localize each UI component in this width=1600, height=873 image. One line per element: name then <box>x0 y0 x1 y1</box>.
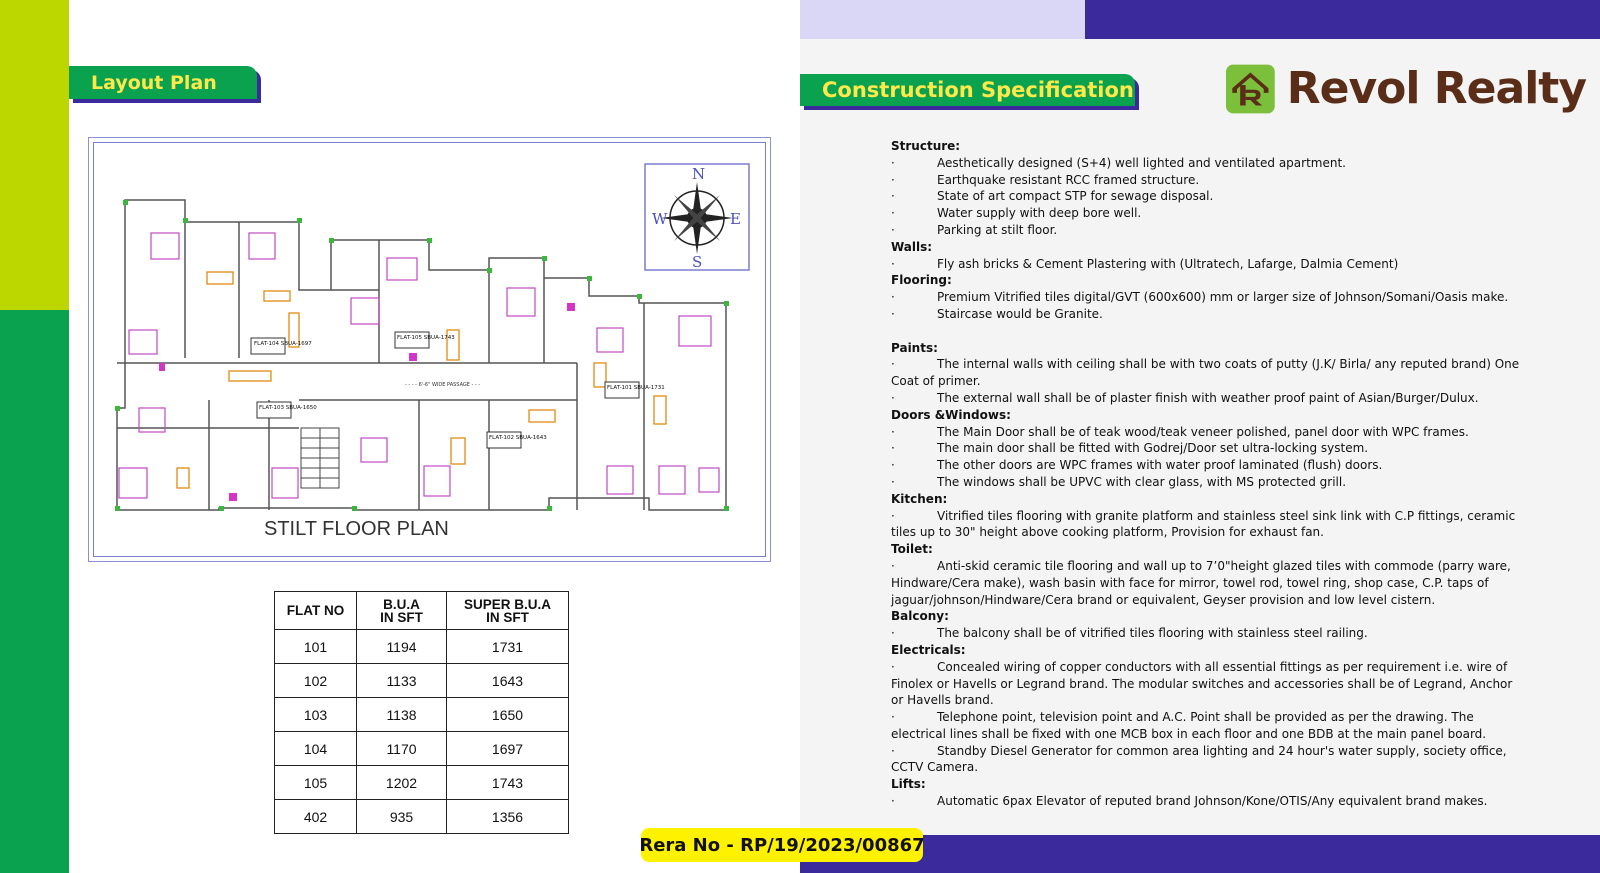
flat-label: FLAT-105 SBUA-1743 <box>397 335 455 341</box>
spec-item <box>891 222 1521 239</box>
spec-item-text: Premium Vitrified tiles digital/GVT (600x600) mm or larger size of Johnson/Somani/Oasis make. <box>937 290 1509 305</box>
table-cell: 1356 <box>447 800 569 834</box>
table-cell: 102 <box>275 664 357 698</box>
table-row <box>275 766 569 800</box>
compass-south: S <box>692 253 703 271</box>
table-cell: 104 <box>275 732 357 766</box>
col-header-super-bua: SUPER B.U.A IN SFT <box>447 592 569 630</box>
table-row <box>275 630 569 664</box>
brand-name: Revol Realty <box>1286 63 1586 114</box>
spec-item <box>891 793 1521 810</box>
plan-caption: STILT FLOOR PLAN <box>264 518 449 540</box>
bullet-icon: · <box>891 659 895 674</box>
spec-item-text: Earthquake resistant RCC framed structure. <box>937 172 1200 187</box>
bullet-icon: · <box>891 290 895 305</box>
building-walls <box>117 200 726 510</box>
brand-logo <box>1226 57 1586 120</box>
table-cell: 1170 <box>357 732 447 766</box>
spec-item-text: Parking at stilt floor. <box>937 222 1058 237</box>
spec-section-heading: Doors &Windows: <box>891 407 1011 422</box>
layout-plan-heading: Layout Plan <box>69 66 257 99</box>
table-cell: 1743 <box>447 766 569 800</box>
bullet-icon: · <box>891 626 895 641</box>
bullet-icon: · <box>891 155 895 170</box>
bullet-icon: · <box>891 172 895 187</box>
spec-item <box>891 306 1521 323</box>
spec-section-heading: Kitchen: <box>891 491 948 506</box>
compass-east: E <box>730 210 741 228</box>
spec-item <box>891 743 1521 777</box>
spec-item-text: Staircase would be Granite. <box>937 306 1103 321</box>
bullet-icon: · <box>891 222 895 237</box>
spec-item <box>891 558 1521 608</box>
spec-item-text: Automatic 6pax Elevator of reputed brand Johnson/Kone/OTIS/Any equivalent brand makes. <box>937 794 1488 809</box>
bullet-icon: · <box>891 390 895 405</box>
table-row <box>275 698 569 732</box>
spec-item-text: The windows shall be UPVC with clear glass, with MS protected grill. <box>937 474 1347 489</box>
table-cell: 1731 <box>447 630 569 664</box>
bullet-icon: · <box>891 189 895 204</box>
spec-item <box>891 625 1521 642</box>
spec-section-heading: Electricals: <box>891 642 966 657</box>
spec-item <box>891 188 1521 205</box>
spec-item-text: The internal walls with ceiling shall be with two coats of putty (J.K/ Birla/ any reputed brand) One Coat of primer. <box>891 357 1520 389</box>
flat-label: FLAT-104 SBUA-1697 <box>254 341 312 347</box>
spec-item-text: Fly ash bricks & Cement Plastering with (Ultratech, Lafarge, Dalmia Cement) <box>937 256 1399 271</box>
spacer <box>891 323 1521 340</box>
spec-item <box>891 424 1521 441</box>
table-cell: 105 <box>275 766 357 800</box>
table-header-row <box>275 592 569 630</box>
bullet-icon: · <box>891 474 895 489</box>
bullet-icon: · <box>891 508 895 523</box>
table-cell: 402 <box>275 800 357 834</box>
compass-north: N <box>692 165 706 183</box>
flat-label: FLAT-103 SBUA-1650 <box>259 405 317 411</box>
table-cell: 1133 <box>357 664 447 698</box>
spec-section-heading: Structure: <box>891 139 961 153</box>
house-r-logo-icon <box>1226 58 1275 120</box>
spec-item-text: Concealed wiring of copper conductors with all essential fittings as per requirement i.e. wire of Finolex or Havells or Legrand brand. The modular switches and accessories shall be of Legrand, Anchor or Havells brand. <box>891 659 1513 708</box>
spec-item <box>891 474 1521 491</box>
bullet-icon: · <box>891 357 895 372</box>
wall-markers <box>115 200 729 511</box>
rera-number-badge: Rera No - RP/19/2023/00867 <box>641 828 923 862</box>
spec-section-heading: Paints: <box>891 340 938 355</box>
bullet-icon: · <box>891 558 895 573</box>
bullet-icon: · <box>891 794 895 809</box>
spec-section-heading: Walls: <box>891 239 933 254</box>
dining-sets <box>177 272 666 488</box>
compass-rose <box>645 164 749 271</box>
spec-item-text: The other doors are WPC frames with water proof laminated (flush) doors. <box>937 458 1383 473</box>
spec-item <box>891 457 1521 474</box>
spec-item-text: Standby Diesel Generator for common area lighting and 24 hour's water supply, society office, CCTV Camera. <box>891 743 1507 775</box>
spec-item <box>891 390 1521 407</box>
table-row <box>275 800 569 834</box>
col-header-flat-no: FLAT NO <box>275 592 357 630</box>
bullet-icon: · <box>891 441 895 456</box>
spec-item-text: State of art compact STP for sewage disposal. <box>937 189 1214 204</box>
bullet-icon: · <box>891 743 895 758</box>
table-cell: 103 <box>275 698 357 732</box>
flat-area-table <box>274 591 569 834</box>
floor-plan-drawing <box>88 137 771 562</box>
bullet-icon: · <box>891 458 895 473</box>
table-row <box>275 664 569 698</box>
spec-item-text: Anti-skid ceramic tile flooring and wall up to 7’0"height glazed tiles with commode (parry ware, Hindware/Cera make), wash basin with face for mirror, towel rod, towel ring, shop case, C.P. taps of jaguar/johnson/Hindware/Cera brand or equivalent, Geyser provision and low level cistern. <box>891 558 1511 607</box>
specification-list <box>891 138 1521 810</box>
spec-item <box>891 205 1521 222</box>
spec-item-text: Water supply with deep bore well. <box>937 206 1142 221</box>
top-band-dark <box>1085 0 1600 39</box>
spec-item <box>891 172 1521 189</box>
left-accent-bar-lime <box>0 0 69 310</box>
spec-item <box>891 356 1521 390</box>
spec-item <box>891 256 1521 273</box>
left-accent-bar-green <box>0 310 69 873</box>
bullet-icon: · <box>891 306 895 321</box>
table-cell: 1643 <box>447 664 569 698</box>
table-cell: 1697 <box>447 732 569 766</box>
spec-item-text: The Main Door shall be of teak wood/teak veneer polished, panel door with WPC frames. <box>937 424 1469 439</box>
spec-section-heading: Flooring: <box>891 273 952 288</box>
flat-label: FLAT-101 SBUA-1731 <box>607 385 665 391</box>
spec-item <box>891 659 1521 709</box>
spec-item <box>891 155 1521 172</box>
spec-item <box>891 289 1521 306</box>
spec-section-heading: Balcony: <box>891 609 949 624</box>
table-cell: 1194 <box>357 630 447 664</box>
staircase <box>301 428 339 488</box>
top-band-light <box>800 0 1085 39</box>
passage-label: - - - - 6'-6" WIDE PASSAGE - - - <box>405 382 481 388</box>
spec-item-text: The main door shall be fitted with Godrej/Door set ultra-locking system. <box>937 441 1369 456</box>
bullet-icon: · <box>891 424 895 439</box>
spec-item-text: Vitrified tiles flooring with granite platform and stainless steel sink link with C.P fittings, ceramic tiles up to 30" height above cooking platform, Provision for exhaust fan. <box>891 508 1516 540</box>
spec-item <box>891 709 1521 743</box>
spec-section-heading: Lifts: <box>891 777 926 792</box>
spec-item <box>891 508 1521 542</box>
fixtures <box>159 303 575 501</box>
flat-label: FLAT-102 SBUA-1643 <box>489 435 547 441</box>
table-cell: 1138 <box>357 698 447 732</box>
compass-west: W <box>652 210 668 228</box>
bullet-icon: · <box>891 206 895 221</box>
spec-item-text: The balcony shall be of vitrified tiles flooring with stainless steel railing. <box>937 626 1368 641</box>
bullet-icon: · <box>891 710 895 725</box>
table-cell: 1202 <box>357 766 447 800</box>
table-cell: 101 <box>275 630 357 664</box>
spec-item-text: The external wall shall be of plaster finish with weather proof paint of Asian/Burger/Dulux. <box>937 390 1479 405</box>
spec-item <box>891 440 1521 457</box>
spec-item-text: Aesthetically designed (S+4) well lighted and ventilated apartment. <box>937 155 1346 170</box>
table-row <box>275 732 569 766</box>
spec-item-text: Telephone point, television point and A.C. Point shall be provided as per the drawing. The electrical lines shall be fixed with one MCB box in each floor and one BDB at the main panel board. <box>891 710 1487 741</box>
table-cell: 935 <box>357 800 447 834</box>
col-header-bua: B.U.A IN SFT <box>357 592 447 630</box>
floor-plan-svg <box>89 138 772 563</box>
construction-spec-heading: Construction Specification <box>800 74 1135 106</box>
bullet-icon: · <box>891 256 895 271</box>
table-cell: 1650 <box>447 698 569 732</box>
flat-labels <box>251 332 665 448</box>
spec-section-heading: Toilet: <box>891 542 933 557</box>
